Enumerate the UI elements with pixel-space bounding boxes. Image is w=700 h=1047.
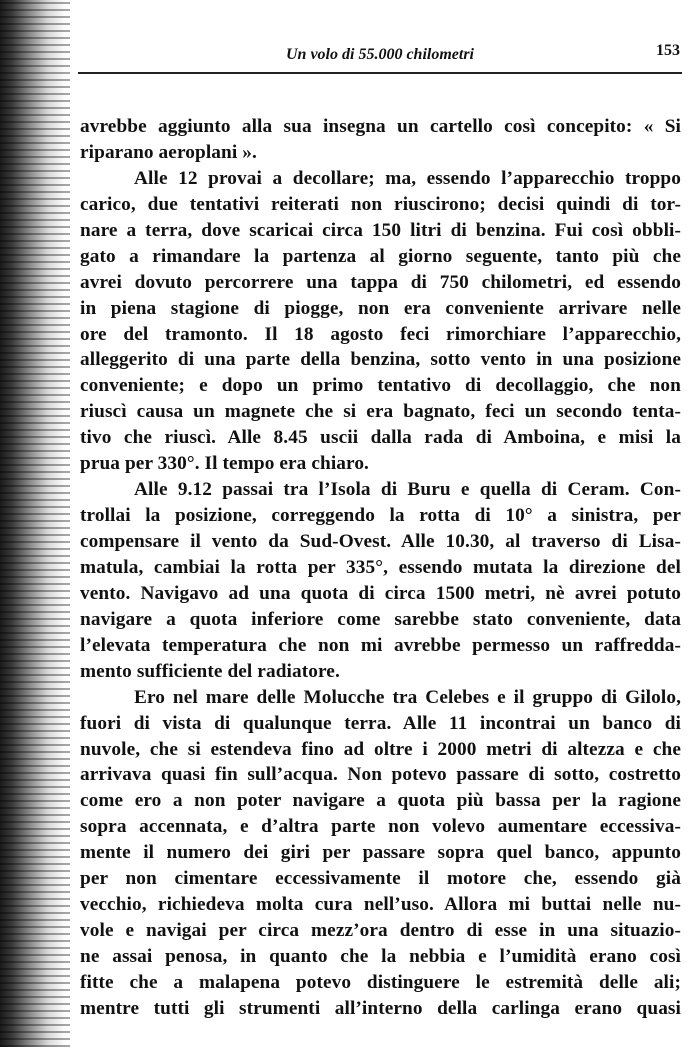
text-line: matula, cambiai la rotta per 335°, essendo mutata la direzione del xyxy=(80,556,681,578)
text-line: ore del tramonto. Il 18 agosto feci rimorchiare l’apparecchio, xyxy=(80,323,681,345)
text-line: mentre tutti gli strumenti all’interno della carlinga erano quasi xyxy=(80,997,681,1019)
text-line: avrei dovuto percorrere una tappa di 750 chilometri, ed essendo xyxy=(80,271,681,293)
text-line: riuscì causa un magnete che si era bagnato, feci un secondo tenta- xyxy=(80,401,681,423)
text-line: fuori di vista di qualunque terra. Alle 11 incontrai un banco di xyxy=(80,712,681,734)
text-line: prua per 330°. Il tempo era chiaro. xyxy=(80,453,369,475)
text-line: navigare a quota inferiore come sarebbe stato conveniente, data xyxy=(80,608,681,630)
text-line: fitte che a malapena potevo distinguere le estremità delle ali; xyxy=(80,971,681,993)
text-line: vento. Navigavo ad una quota di circa 1500 metri, nè avrei potuto xyxy=(80,582,681,604)
text-line: Ero nel mare delle Molucche tra Celebes e il gruppo di Gilolo, xyxy=(134,686,681,708)
text-line: trollai la posizione, correggendo la rotta di 10° a sinistra, per xyxy=(80,505,681,527)
text-line: tivo che riuscì. Alle 8.45 uscii dalla rada di Amboina, e misi la xyxy=(80,427,681,449)
text-line: nuvole, che si estendeva fino ad oltre i 2000 metri di altezza e che xyxy=(80,738,681,760)
text-line: come ero a non poter navigare a quota più bassa per la ragione xyxy=(80,790,681,812)
page-number: 153 xyxy=(656,42,680,59)
text-line: vole e navigai per circa mezz’ora dentro di esse in una situazio- xyxy=(80,920,681,942)
text-line: riparano aeroplani ». xyxy=(80,141,257,163)
text-line: Alle 12 provai a decollare; ma, essendo l’apparecchio troppo xyxy=(134,167,681,189)
text-line: mento sufficiente del radiatore. xyxy=(80,660,340,682)
text-line: vecchio, richiedeva molta cura nell’uso. Allora mi buttai nelle nu- xyxy=(80,894,681,916)
text-line: nare a terra, dove scaricai circa 150 litri di benzina. Fui così obbli- xyxy=(80,219,681,241)
text-line: in piena stagione di piogge, non era conveniente arrivare nelle xyxy=(80,297,681,319)
text-line: gato a rimandare la partenza al giorno seguente, tanto più che xyxy=(80,245,681,267)
page-header xyxy=(80,40,680,70)
text-line: l’elevata temperatura che non mi avrebbe permesso un raffredda- xyxy=(80,634,681,656)
text-line: sopra accennata, e d’altra parte non volevo aumentare eccessiva- xyxy=(80,816,681,838)
text-line: carico, due tentativi reiterati non riuscirono; decisi quindi di tor- xyxy=(80,193,681,215)
text-line: conveniente; e dopo un primo tentativo di decollaggio, che non xyxy=(80,375,681,397)
scan-shadow-texture xyxy=(0,0,70,1047)
text-line: per non cimentare eccessivamente il motore che, essendo già xyxy=(80,868,681,890)
text-line: compensare il vento da Sud-Ovest. Alle 10.30, al traverso di Lisa- xyxy=(80,531,681,552)
header-rule xyxy=(78,72,682,74)
text-line: ne assai penosa, in quanto che la nebbia e l’umidità erano così xyxy=(80,946,681,967)
body-text xyxy=(80,114,681,1022)
text-line: Alle 9.12 passai tra l’Isola di Buru e quella di Ceram. Con- xyxy=(134,479,681,501)
running-title: Un volo di 55.000 chilometri xyxy=(286,46,474,63)
text-line: mente il numero dei giri per passare sopra quel banco, appunto xyxy=(80,842,681,864)
text-line: avrebbe aggiunto alla sua insegna un cartello così concepito: « Si xyxy=(80,116,681,137)
text-line: arrivava quasi fin sull’acqua. Non potevo passare di sotto, costretto xyxy=(80,764,681,786)
text-line: alleggerito di una parte della benzina, sotto vento in una posizione xyxy=(80,349,681,371)
